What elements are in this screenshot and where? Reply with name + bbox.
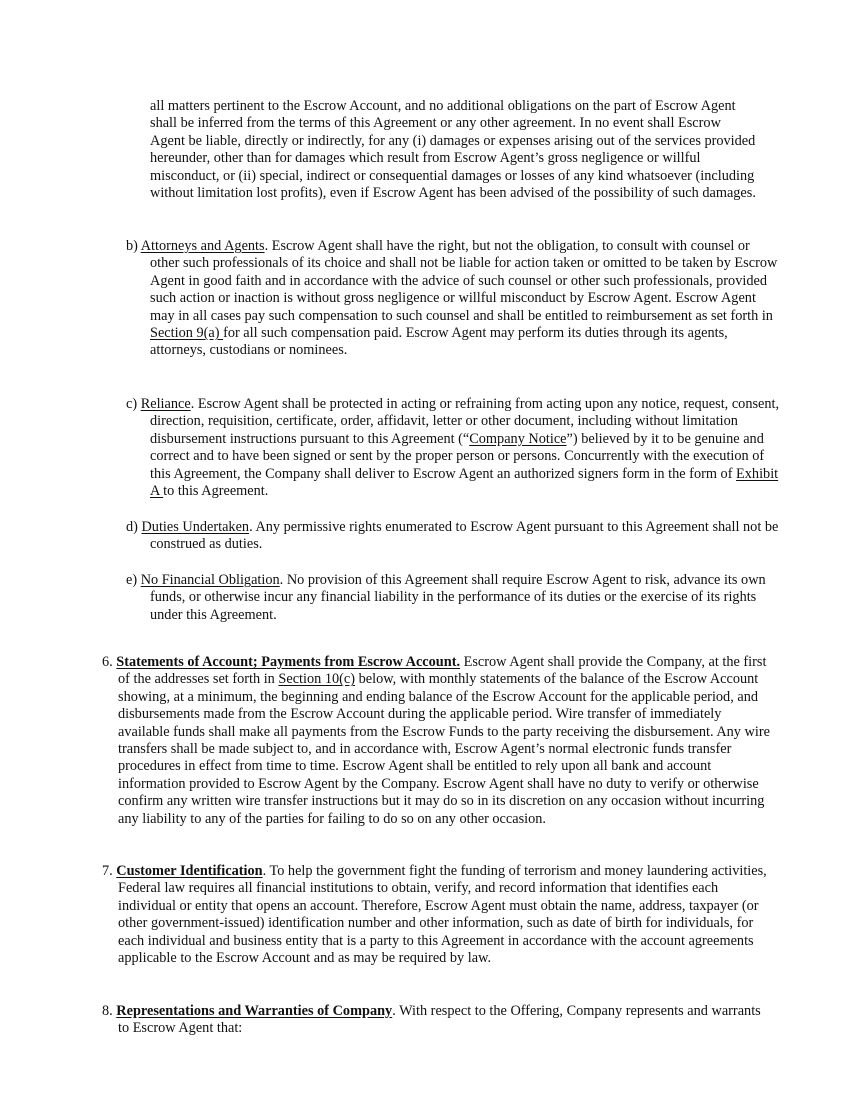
section-7-text: . To help the government fight the funding of terrorism and money laundering activities, Federal law requires all financial institutions to obtain, verify, and record information that identifies each individual or entity that opens an account. Therefore, Escrow Agent must obtain the name, address, taxpayer (or other government-issued) identification number and other information, such as date of birth for individuals, for each individual and business entity that is a party to this Agreement in accordance with the account agreements applicable to the Escrow Account and as may be required by law. <box>118 863 767 967</box>
subsection-b-text-end: for all such compensation paid. Escrow Agent may perform its duties through its agents, attorneys, custodians or nominees. <box>150 325 728 359</box>
subsection-e-text: . No provision of this Agreement shall require Escrow Agent to risk, advance its own funds, or otherwise incur any financial liability in the performance of its duties or the exercise of its rights under this Agreement. <box>150 572 766 623</box>
section-7-marker: 7. <box>102 863 117 879</box>
section-8-marker: 8. <box>102 1003 117 1019</box>
subsection-c-heading: Reliance <box>140 396 191 412</box>
section-6-text: Escrow Agent shall provide the Company, at the first of the addresses set forth in <box>118 654 767 688</box>
subsection-b-text: . Escrow Agent shall have the right, but not the obligation, to consult with counsel or other such professionals of its choice and shall not be liable for action taken or omitted to be taken by Escrow Agent in good faith and in accordance with the advice of such counsel or other such professionals, provided such action or inaction is without gross negligence or willful misconduct by Escrow Agent. Escrow Agent may in all cases pay such compensation to such counsel and shall be entitled to reimbursement as set forth in <box>150 238 778 324</box>
section-7 <box>102 863 772 967</box>
subsection-c <box>126 396 780 500</box>
section-6-heading: Statements of Account; Payments from Escrow Account. <box>116 654 461 670</box>
subsection-c-text: . Escrow Agent shall be protected in acting or refraining from acting upon any notice, request, consent, direction, requisition, certificate, order, affidavit, letter or other document, including without limitation disbursement instructions pursuant to this Agreement (“ <box>150 396 780 447</box>
continuation-paragraph <box>150 98 756 202</box>
subsection-b <box>126 238 780 360</box>
subsection-d-text: . Any permissive rights enumerated to Escrow Agent pursuant to this Agreement shall not be construed as duties. <box>150 519 779 553</box>
subsection-c-marker: c) <box>126 396 141 412</box>
subsection-b-heading: Attorneys and Agents <box>140 238 265 254</box>
subsection-d <box>126 519 780 554</box>
section-7-heading: Customer Identification <box>116 863 263 879</box>
subsection-e-marker: e) <box>126 572 141 588</box>
subsection-d-marker: d) <box>126 519 142 535</box>
subsection-b-marker: b) <box>126 238 141 254</box>
continuation-text: all matters pertinent to the Escrow Account, and no additional obligations on the part of Escrow Agent shall be inferred from the terms of this Agreement or any other agreement. In no event shall Escrow Agent be liable, directly or indirectly, for any (i) damages or expenses arising out of the services provided hereunder, other than for damages which result from Escrow Agent’s gross negligence or willful misconduct, or (ii) special, indirect or consequential damages or losses of any kind whatsoever (including without limitation lost profits), even if Escrow Agent has been advised of the possibility of such damages. <box>150 98 756 202</box>
subsection-e-heading: No Financial Obligation <box>140 572 280 588</box>
section-8 <box>102 1003 772 1038</box>
section-6-marker: 6. <box>102 654 117 670</box>
subsection-c-text-mid: ”) believed by it to be genuine and correct and to have been signed or sent by the proper person or persons. Concurrently with the execution of this Agreement, the Company shall deliver to Escrow Agent an authorized signers form in the form of <box>150 430 765 482</box>
company-notice-term: Company Notice <box>469 430 567 447</box>
subsection-c-text-end: to this Agreement. <box>163 483 269 500</box>
section-8-text: . With respect to the Offering, Company represents and warrants to Escrow Agent that: <box>118 1003 761 1037</box>
section-9a-reference: Section 9(a) <box>150 325 224 342</box>
section-6-text-end: below, with monthly statements of the balance of the Escrow Account showing, at a minimum, the beginning and ending balance of the Escrow Account for the applicable period, and disbursements made from the Escrow Account during the applicable period. Wire transfer of immediately available funds shall make all payments from the Escrow Funds to the party receiving the disbursement. Any wire transfers shall be made subject to, and in accordance with, Escrow Agent’s normal electronic funds transfer procedures in effect from time to time. Escrow Agent shall be entitled to rely upon all bank and account information provided to Escrow Agent by the Company. Escrow Agent shall have no duty to verify or otherwise confirm any written wire transfer instructions but it may do so in its discretion on any occasion without incurring any liability to any of the parties for failing to do so on any other occasion. <box>118 671 770 827</box>
subsection-d-heading: Duties Undertaken <box>141 519 250 535</box>
exhibit-a-reference: Exhibit A <box>150 465 779 500</box>
subsection-e <box>126 572 780 624</box>
section-6 <box>102 654 772 828</box>
section-10c-reference: Section 10(c) <box>278 671 356 688</box>
section-8-heading: Representations and Warranties of Company <box>116 1003 393 1019</box>
